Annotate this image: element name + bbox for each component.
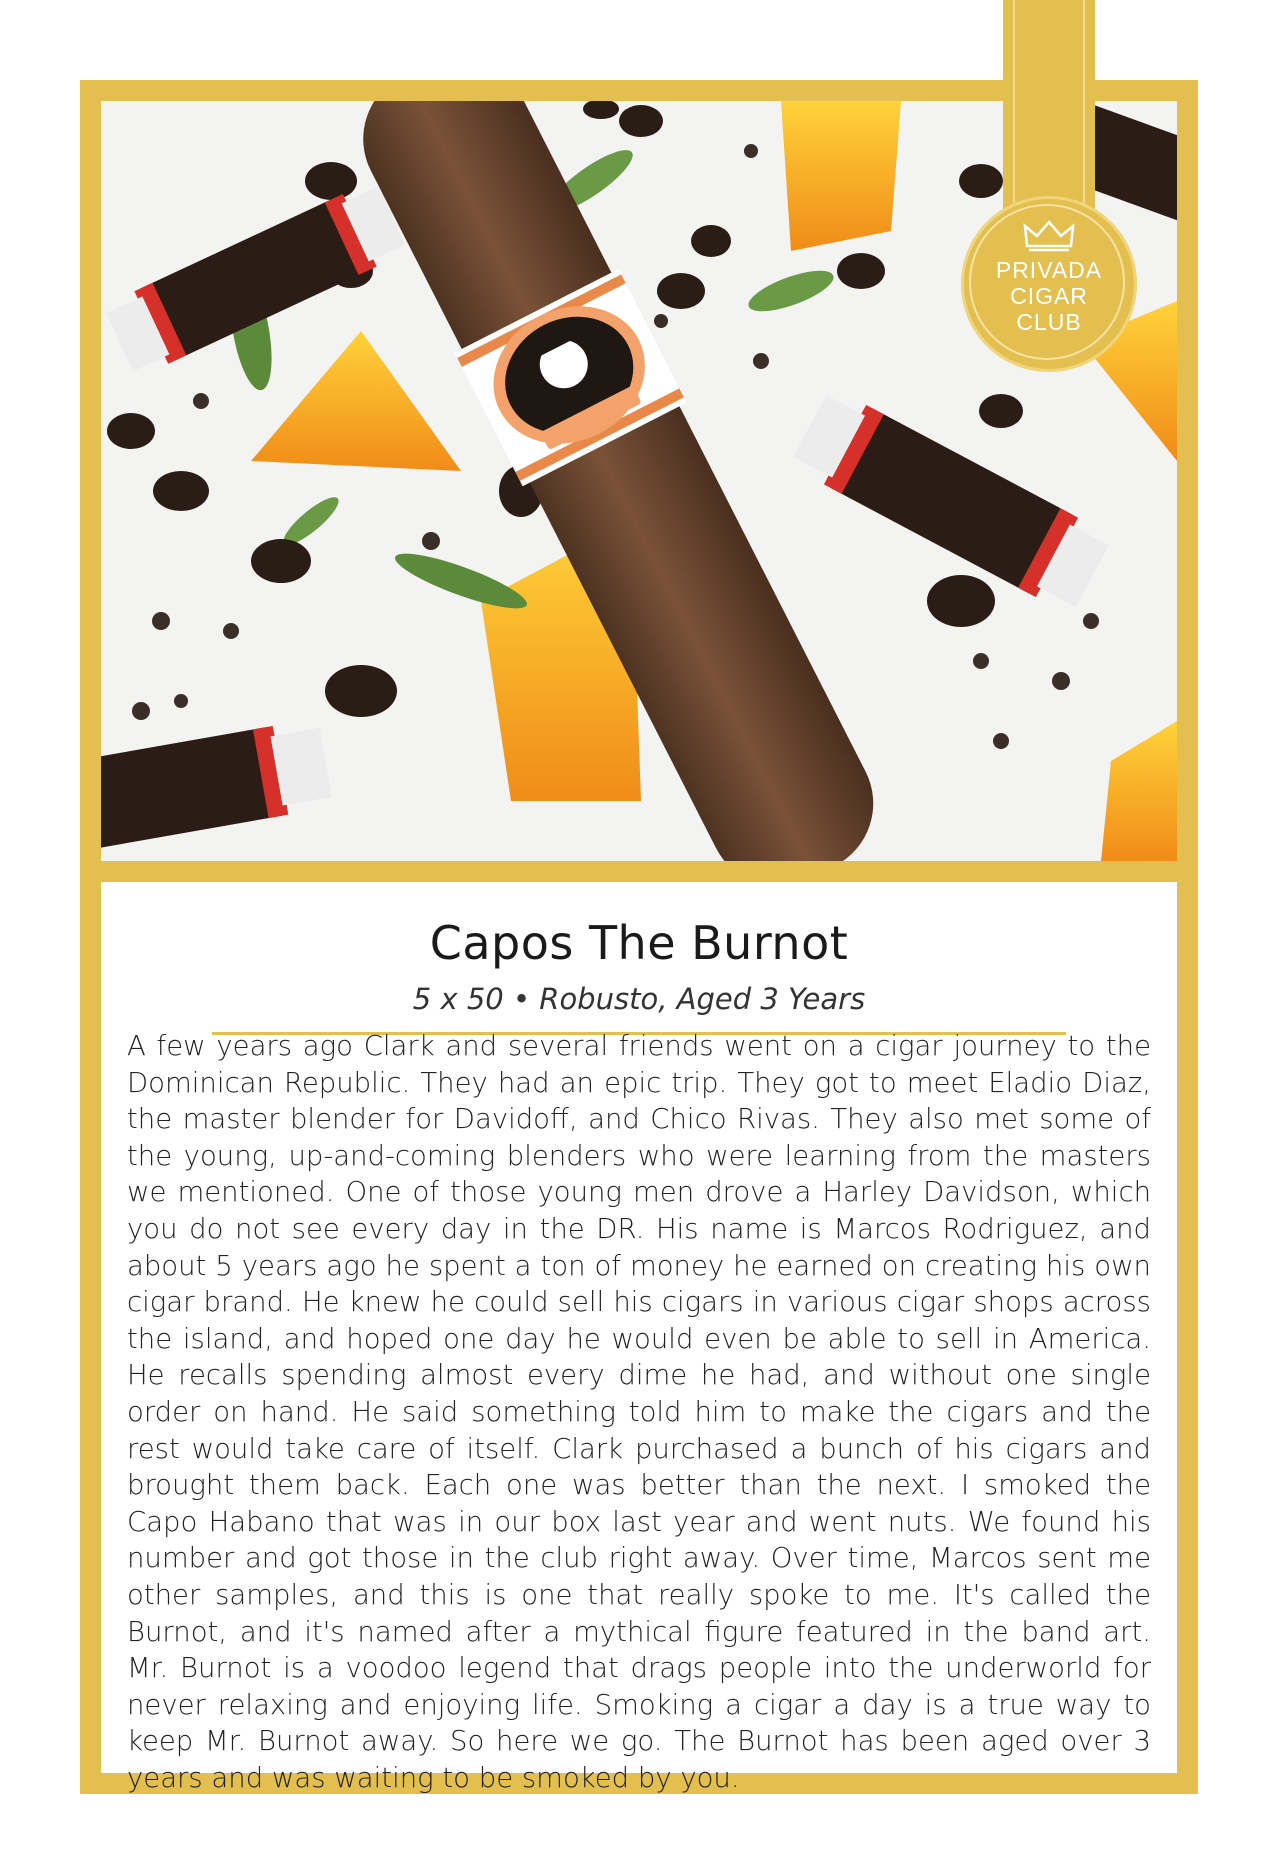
product-title: Capos The Burnot bbox=[429, 916, 849, 970]
brand-badge bbox=[961, 196, 1137, 372]
description-panel bbox=[101, 882, 1177, 1794]
ribbon-stripe bbox=[1083, 0, 1085, 210]
orange-slice bbox=[781, 101, 901, 251]
product-subtitle: 5 x 50 • Robusto, Aged 3 Years bbox=[412, 982, 866, 1016]
brand-ribbon bbox=[1003, 0, 1095, 210]
badge-line-1: PRIVADA bbox=[995, 257, 1103, 283]
ribbon-stripe bbox=[1013, 0, 1015, 210]
product-description: A few years ago Clark and several friends went on a cigar journey to the Dominican Republic. They had an epic trip. They got to meet Eladio Diaz, the master blender for Davidoff, and Chico Rivas. They also met some of the young, up-and-coming blenders who were learning from the masters we mentioned. One of those young men drove a Harley Davidson, which you do not see every day in the DR. His name is Marcos Rodriguez, and about 5 years ago he spent a ton of money he earned on creating his own cigar brand. He knew he could sell his cigars in various cigar shops across the island, and hoped one day he would even be able to sell in America. He recalls spending almost every dime he had, and without one single order on hand. He said something told him to make the cigars and the rest would take care of itself. Clark purchased a bunch of his cigars and brought them back. Each one was better than the next. I smoked the Capo Habano that was in our box last year and went nuts. We found his number and got those in the club right away. Over time, Marcos sent me other samples, and this is one that really spoke to me. It's called the Burnot, and it's named after a mythical figure featured in the band art. Mr. Burnot is a voodoo legend that drags people into the underworld for never relaxing and enjoying life. Smoking a cigar a day is a true way to keep Mr. Burnot away. So here we go. The Burnot has been aged over 3 years and was waiting to be smoked by you. bbox=[127, 1030, 1151, 1794]
badge-line-3: CLUB bbox=[1016, 309, 1082, 335]
badge-line-2: CIGAR bbox=[1010, 283, 1088, 309]
crown-icon bbox=[1023, 218, 1075, 252]
